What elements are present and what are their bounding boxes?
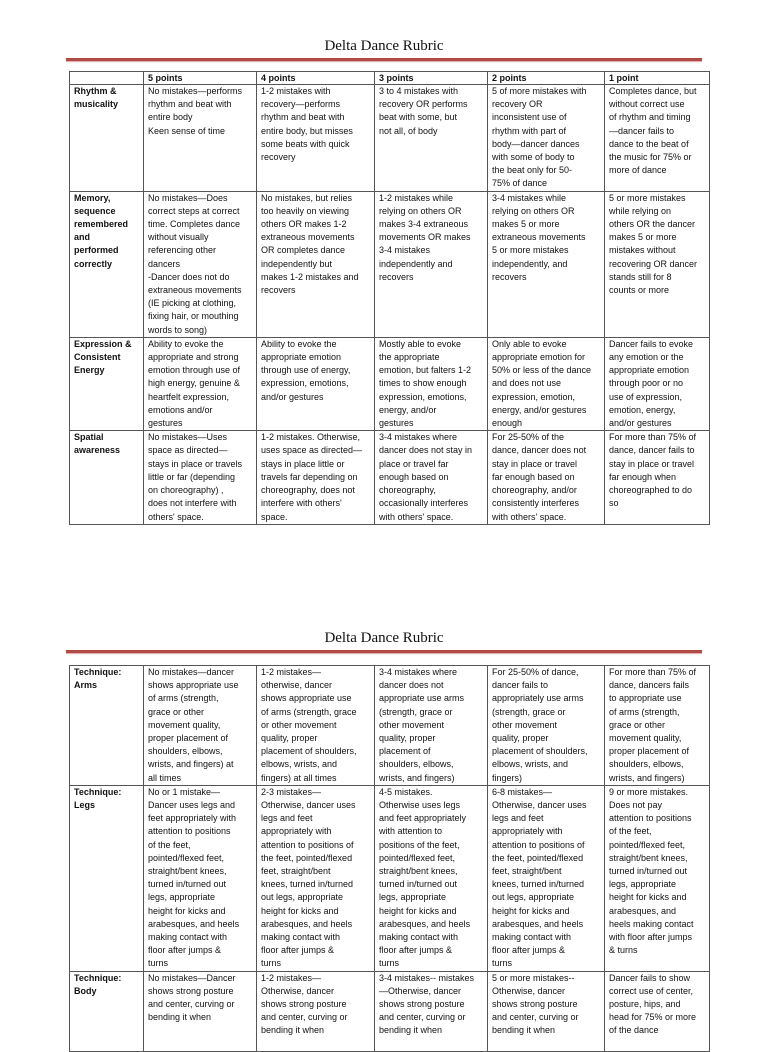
- table-row: [70, 337, 710, 430]
- table-cell: Ability to evoke the appropriate and strong emotion through use of high energy, genuine & heartfelt expression, emotions and/or gestures: [144, 337, 257, 430]
- page-2-viewport: [0, 628, 768, 1036]
- table-cell: 2-3 mistakes— Otherwise, dancer uses legs and feet appropriately with attention to positions of the feet, pointed/flexed feet, straight/bent knees, turned in/turned out legs, appropriate height for kicks and arabesques, and heels making contact with floor after jumps & turns: [257, 785, 375, 971]
- table-cell: 3 to 4 mistakes with recovery OR performs beat with some, but not all, of body: [375, 85, 488, 192]
- table-cell: No mistakes—Uses space as directed— stays in place or travels little or far (depending on choreography) , does not interfere with others' space.: [144, 431, 257, 524]
- table-cell: 1-2 mistakes. Otherwise, uses space as directed— stays in place little or travels far depending on choreography, does not interfere with others' space.: [257, 431, 375, 524]
- header-cell: 3 points: [375, 72, 488, 85]
- table-row: [70, 971, 710, 1051]
- criterion-cell: Expression & Consistent Energy: [70, 337, 144, 430]
- table-cell: No mistakes—dancer shows appropriate use of arms (strength, grace or other movement quality, proper placement of shoulders, elbows, wrists, and fingers) at all times: [144, 666, 257, 786]
- header-cell: [70, 72, 144, 85]
- table-cell: 3-4 mistakes where dancer does not appropriate use arms (strength, grace or other movement quality, proper placement of shoulders, elbows, wrists, and fingers): [375, 666, 488, 786]
- table-row: [70, 431, 710, 524]
- table-cell: Dancer fails to evoke any emotion or the appropriate emotion through poor or no use of expression, emotion, energy, and/or gestures: [605, 337, 710, 430]
- table-cell: For more than 75% of dance, dancers fails to appropriate use of arms (strength, grace or other movement quality, proper placement of shoulders, elbows, wrists, and fingers): [605, 666, 710, 786]
- table-cell: 1-2 mistakes with recovery—performs rhythm and beat with entire body, but misses some beats with quick recovery: [257, 85, 375, 192]
- page-title: Delta Dance Rubric: [324, 38, 444, 54]
- table-row: [70, 666, 710, 786]
- criterion-cell: Memory, sequence remembered and performed correctly: [70, 191, 144, 337]
- criterion-cell: Technique: Body: [70, 971, 144, 1051]
- table-cell: 9 or more mistakes. Does not pay attention to positions of the feet, pointed/flexed feet, straight/bent knees, turned in/turned out legs, appropriate height for kicks and arabesques, and heels making contact with floor after jumps & turns: [605, 785, 710, 971]
- table-row: [70, 785, 710, 971]
- table-cell: Ability to evoke the appropriate emotion through use of energy, expression, emotions, and/or gestures: [257, 337, 375, 430]
- page-title: Delta Dance Rubric: [324, 630, 444, 646]
- table-cell: 4-5 mistakes. Otherwise uses legs and feet appropriately with attention to positions of the feet, pointed/flexed feet, straight/bent knees, turned in/turned out legs, appropriate height for kicks and arabesques, and heels making contact with floor after jumps & turns: [375, 785, 488, 971]
- table-cell: For 25-50% of dance, dancer fails to appropriately use arms (strength, grace or other movement quality, proper placement of shoulders, elbows, wrists, and fingers): [488, 666, 605, 786]
- title-underline: [66, 650, 702, 653]
- table-cell: Completes dance, but without correct use of rhythm and timing —dancer fails to dance to the beat of the music for 75% or more of dance: [605, 85, 710, 192]
- table-cell: 1-2 mistakes— Otherwise, dancer shows strong posture and center, curving or bending it when: [257, 971, 375, 1051]
- criterion-cell: Technique: Legs: [70, 785, 144, 971]
- criterion-cell: Rhythm & musicality: [70, 85, 144, 192]
- rubric-table: [69, 665, 710, 1052]
- table-cell: 3-4 mistakes where dancer does not stay in place or travel far enough based on choreography, occasionally interferes with others' space.: [375, 431, 488, 524]
- table-cell: 3-4 mistakes-- mistakes —Otherwise, dancer shows strong posture and center, curving or bending it when: [375, 971, 488, 1051]
- table-cell: 6-8 mistakes— Otherwise, dancer uses legs and feet appropriately with attention to positions of the feet, pointed/flexed feet, straight/bent knees, turned in/turned out legs, appropriate height for kicks and arabesques, and heels making contact with floor after jumps & turns: [488, 785, 605, 971]
- rubric-page-1: [0, 0, 768, 522]
- table-cell: Dancer fails to show correct use of center, posture, hips, and head for 75% or more of the dance: [605, 971, 710, 1051]
- table-cell: For 25-50% of the dance, dancer does not stay in place or travel far enough based on choreography, and/or consistently interferes with others' space.: [488, 431, 605, 524]
- header-cell: 2 points: [488, 72, 605, 85]
- criterion-cell: Spatial awareness: [70, 431, 144, 524]
- criterion-cell: Technique: Arms: [70, 666, 144, 786]
- table-cell: 1-2 mistakes while relying on others OR makes 3-4 extraneous movements OR makes 3-4 mistakes independently and recovers: [375, 191, 488, 337]
- table-cell: 5 or more mistakes while relying on others OR the dancer makes 5 or more mistakes without recovering OR dancer stands still for 8 counts or more: [605, 191, 710, 337]
- table-row: [70, 85, 710, 192]
- table-cell: No mistakes—Dancer shows strong posture and center, curving or bending it when: [144, 971, 257, 1051]
- table-row: [70, 191, 710, 337]
- header-row: [70, 72, 710, 85]
- table-cell: No mistakes—Does correct steps at correct time. Completes dance without visually referencing other dancers -Dancer does not do extraneous movements (IE picking at clothing, fixing hair, or mouthing words to song): [144, 191, 257, 337]
- title-underline: [66, 58, 702, 61]
- table-cell: Mostly able to evoke the appropriate emotion, but falters 1-2 times to show enough expression, emotions, energy, and/or gestures: [375, 337, 488, 430]
- table-cell: 3-4 mistakes while relying on others OR makes 5 or more extraneous movements 5 or more mistakes independently, and recovers: [488, 191, 605, 337]
- table-cell: No mistakes—performs rhythm and beat with entire body Keen sense of time: [144, 85, 257, 192]
- rubric-page-2: [0, 628, 768, 1036]
- table-cell: For more than 75% of dance, dancer fails to stay in place or travel far enough when choreographed to do so: [605, 431, 710, 524]
- rubric-table: [69, 71, 710, 525]
- table-cell: No mistakes, but relies too heavily on viewing others OR makes 1-2 extraneous movements OR completes dance independently but makes 1-2 mistakes and recovers: [257, 191, 375, 337]
- table-cell: 5 of more mistakes with recovery OR inconsistent use of rhythm with part of body—dancer dances with some of body to the beat only for 50- 75% of dance: [488, 85, 605, 192]
- header-cell: 5 points: [144, 72, 257, 85]
- header-cell: 1 point: [605, 72, 710, 85]
- table-cell: 1-2 mistakes— otherwise, dancer shows appropriate use of arms (strength, grace or other movement quality, proper placement of shoulders, elbows, wrists, and fingers) at all times: [257, 666, 375, 786]
- header-cell: 4 points: [257, 72, 375, 85]
- table-cell: 5 or more mistakes-- Otherwise, dancer shows strong posture and center, curving or bending it when: [488, 971, 605, 1051]
- table-cell: Only able to evoke appropriate emotion for 50% or less of the dance and does not use expression, emotion, energy, and/or gestures enough: [488, 337, 605, 430]
- table-cell: No or 1 mistake— Dancer uses legs and feet appropriately with attention to positions of the feet, pointed/flexed feet, straight/bent knees, turned in/turned out legs, appropriate height for kicks and arabesques, and heels making contact with floor after jumps & turns: [144, 785, 257, 971]
